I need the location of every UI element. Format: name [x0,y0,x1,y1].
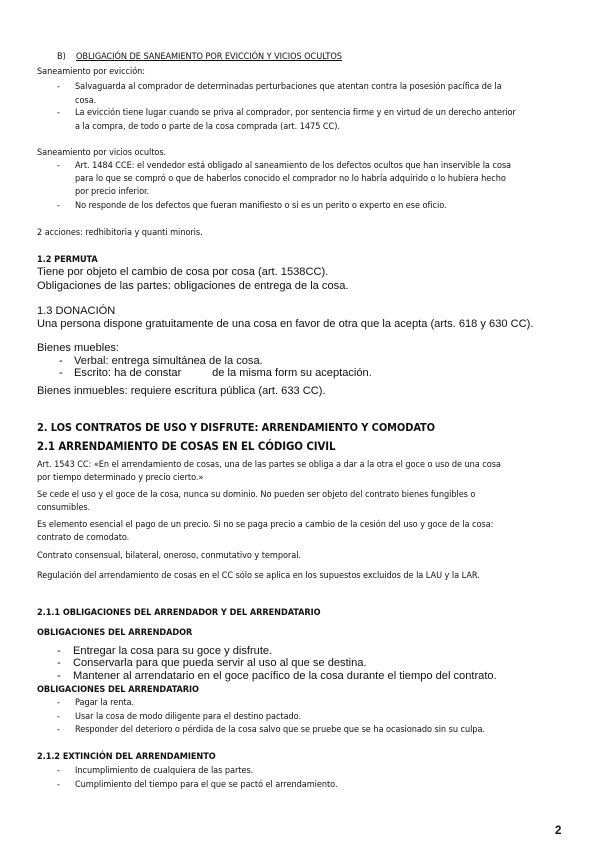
vicios-title: Saneamiento por vicios ocultos. [37,148,167,158]
saneamiento-heading: OBLIGACIÓN DE SANEAMIENTO POR EVICCIÓN Y VICIOS OCULTOS [76,52,342,62]
eviccion-title: Saneamiento por evicción: [37,67,145,77]
eviccion-item-2-line-1: La evicción tiene lugar cuando se priva al comprador, por sentencia firme y en virtud de un derecho anterior [75,108,516,118]
bullet-dash: - [57,670,61,682]
bullet-dash: - [57,108,60,118]
acciones-text: 2 acciones: redhibitoria y quanti minoris. [37,228,203,238]
permuta-title: 1.2 PERMUTA [37,255,98,265]
paragraph-2-line-2: consumibles. [37,503,91,513]
vicios-item-1-line-1: Art. 1484 CCE: el vendedor está obligado al saneamiento de los defectos ocultos que han inservible la cosa [75,161,512,171]
bullet-dash: - [57,698,60,708]
paragraph-5: Regulación del arrendamiento de cosas en el CC sólo se aplica en los supuestos excluidos de la LAU y la LAR. [37,571,480,581]
eviccion-item-2-line-2: a la compra, de todo o parte de la cosa comprada (art. 1475 CC). [75,122,340,132]
muebles-title: Bienes muebles: [37,342,120,354]
vicios-item-2-line-1: No responde de los defectos que fueran manifiesto o si es un perito o experto en ese oficio. [75,201,447,211]
paragraph-4: Contrato consensual, bilateral, oneroso, conmutativo y temporal. [37,551,301,561]
arrendador-item-3: Mantener al arrendatario en el goce pacífico de la cosa durante el tiempo del contrato. [73,670,497,682]
extincion-item-2: Cumplimiento del tiempo para el que se pactó el arrendamiento. [75,780,338,790]
arrendatario-item-2: Usar la cosa de modo diligente para el destino pactado. [75,712,302,722]
bullet-dash: - [57,82,60,92]
paragraph-1-line-1: Art. 1543 CC: «En el arrendamiento de cosas, una de las partes se obliga a dar a la otra el goce o uso de una cosa [37,460,501,470]
extincion-item-1: Incumplimiento de cualquiera de las partes. [75,766,254,776]
paragraph-3-line-2: contrato de comodato. [37,533,130,543]
paragraph-1-line-2: por tiempo determinado y precio cierto.» [37,473,204,483]
obligaciones-title: 2.1.1 OBLIGACIONES DEL ARRENDADOR Y DEL ARRENDATARIO [37,608,321,618]
donacion-title: 1.3 DONACIÓN [37,305,116,317]
bullet-dash: - [57,645,61,657]
bullet-dash: - [59,355,63,367]
bullet-dash: - [57,725,60,735]
bullet-dash: - [57,712,60,722]
arrendatario-item-3: Responder del deterioro o pérdida de la cosa salvo que se pruebe que se ha ocasionado sin su culpa. [75,725,485,735]
arrendador-item-1: Entregar la cosa para su goce y disfrute. [73,645,273,657]
vicios-item-1-line-3: por precio inferior. [75,187,150,197]
page-number: 2 [555,825,562,837]
muebles-item-2: Escrito: ha de constar de la misma form su aceptación. [74,367,372,379]
bullet-dash: - [57,780,60,790]
arrendador-title: OBLIGACIONES DEL ARRENDADOR [37,628,193,638]
inmuebles-line: Bienes inmuebles: requiere escritura pública (art. 633 CC). [37,385,326,397]
permuta-line-2: Obligaciones de las partes: obligaciones de entrega de la cosa. [37,280,349,292]
section-2-1-title: 2.1 ARRENDAMIENTO DE COSAS EN EL CÓDIGO CIVIL [37,439,336,453]
bullet-dash: - [57,766,60,776]
bullet-dash: - [57,657,61,669]
arrendador-item-2: Conservarla para que pueda servir al uso al que se destina. [73,657,367,669]
section-letter: B) [57,52,66,62]
paragraph-3-line-1: Es elemento esencial el pago de un precio. Si no se paga precio a cambio de la cesión del uso y goce de la cosa: [37,520,494,530]
arrendatario-title: OBLIGACIONES DEL ARRENDATARIO [37,685,199,695]
permuta-line-1: Tiene por objeto el cambio de cosa por cosa (art. 1538CC). [37,266,329,278]
section-2-title: 2. LOS CONTRATOS DE USO Y DISFRUTE: ARRENDAMIENTO Y COMODATO [37,421,435,434]
arrendatario-item-1: Pagar la renta. [75,698,135,708]
donacion-line: Una persona dispone gratuitamente de una cosa en favor de otra que la acepta (arts. 618 y 630 CC). [37,318,534,330]
bullet-dash: - [59,367,63,379]
vicios-item-1-line-2: para lo que se compró o que de haberlos conocido el comprador no lo habría adquirido o lo hubiera hecho [75,174,506,184]
extincion-title: 2.1.2 EXTINCIÓN DEL ARRENDAMIENTO [37,752,216,762]
muebles-item-1: Verbal: entrega simultánea de la cosa. [74,355,263,367]
bullet-dash: - [57,201,60,211]
paragraph-2-line-1: Se cede el uso y el goce de la cosa, nunca su dominio. No pueden ser objeto del contrato bienes fungibles o [37,490,476,500]
eviccion-item-1-line-2: cosa. [75,96,97,106]
bullet-dash: - [57,161,60,171]
eviccion-item-1-line-1: Salvaguarda al comprador de determinadas perturbaciones que atentan contra la posesión pacífica de la [75,82,502,92]
